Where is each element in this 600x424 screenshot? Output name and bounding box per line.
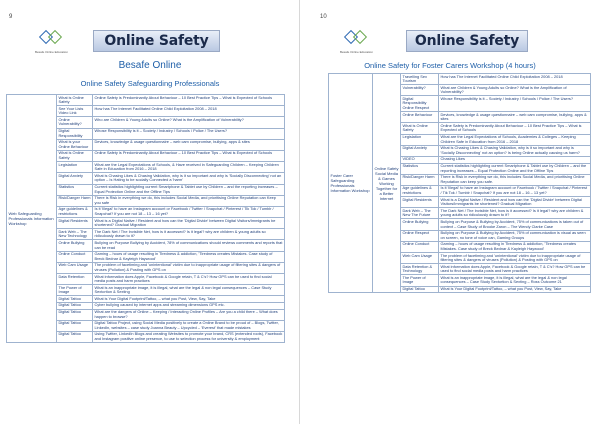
description-cell: Bullying on Purpose & Bullying by Accident, 75% of communication is visual as seen on screen, no tone of voice can, Gaming Groups — [439, 230, 591, 241]
topic-cell: Age guidelines & restrictions — [401, 185, 439, 196]
topic-cell: Online Conduct — [401, 241, 439, 252]
topic-cell: Statistics — [57, 184, 93, 195]
description-cell: How has The Internet Facilitated Online Child Exploitation 2008 – 2018 — [93, 106, 285, 117]
logo-caption: Besafe Online Education — [340, 50, 374, 54]
logo-icon — [340, 30, 370, 48]
topic-cell: Digital Tattoo — [57, 302, 93, 309]
topic-cell: What is Online Safety — [57, 150, 93, 161]
topic-cell: The Power of Image — [57, 285, 93, 296]
description-cell: The problem of facetiming and 'unintentional' victim due to inappropriate usage of filtering sites & dangers of viruses (Pollution) & Posting with GPS on — [439, 253, 591, 264]
description-cell: Whose Responsibility is it – Society / Industry / Schools / Police / The Users? — [439, 96, 591, 112]
table-row — [329, 74, 591, 85]
logo — [35, 30, 67, 52]
inner-section-label: Online Safety Social Media & Games Working Together for a Better Internet — [373, 74, 401, 293]
topic-cell: Online Conduct — [57, 251, 93, 262]
topic-cell: Online Respect — [401, 230, 439, 241]
description-cell: Gaming – hours of usage resulting in Tiredness & addiction, 'Tiredness creates Mistakes. Case study of Breck Bednar & Kayleigh Haywood' — [93, 251, 285, 262]
description-cell: Current statistics highlighting current Smartphone & Tablet use by Children – and the reporting increases – Equal Protection Online and the Offline Tips — [439, 163, 591, 174]
description-cell: There is Risk in everything we do, this includes Social Media, and prioritising Online Reputation can keep you safe. — [439, 174, 591, 185]
description-cell: Gaming – hours of usage resulting in Tiredness & addiction, 'Tiredness creates Mistakes. Case study of Breck Bednar & Kayleigh Haywood' — [439, 241, 591, 252]
topic-cell: Data Retention & Technology — [401, 264, 439, 275]
topic-cell: VIDEO — [401, 156, 439, 163]
topic-cell: Web Cam Usage — [57, 262, 93, 273]
topic-cell: Risk/Danger Harm — [401, 174, 439, 185]
topic-cell: Digital Tattoo — [57, 331, 93, 342]
description-cell: There is Risk in everything we do, this includes Social Media, and prioritising Online Reputation can Keep you safe — [93, 195, 285, 206]
description-cell: What is a Digital Native / Resident and how can the 'Digital Divide' between Digital Visitors/Immigrants be shortened? Gradual Migration — [93, 218, 285, 229]
description-cell: Whose Responsibility is it – Society / Industry / Schools / Police / The Users? — [93, 128, 285, 139]
description-cell: Is it 'illegal' to have an Instagram account or Facebook / Twitter / Snapchat / Pinterest / Tik Tok / Tumblr / Snapchat? If you are not 18 – 13 – 16 yet? — [93, 206, 285, 217]
topic-cell: Online Bullying — [57, 240, 93, 251]
description-cell: How has The Internet Facilitated Online Child Exploitation 2008 – 2018 — [439, 74, 591, 85]
description-cell: Is it 'illegal' to have an Instagram account or Facebook / Twitter / Snapchat / Pinterest / Tik Tok / Tumblr / Snapchat? If you are not 18 – 16 – 13 yet? — [439, 185, 591, 196]
workshop-table — [328, 73, 591, 293]
topic-cell: Digital Tattoo — [57, 296, 93, 303]
topic-cell: Digital Anxiety — [401, 145, 439, 156]
description-cell: What is Your Digital Footprint/Tattoo, – what you Post, View, Say, Take — [439, 286, 591, 293]
description-cell: Devices, knowledge & usage questionnaire – web cam compromise, bullying, apps & sites — [93, 139, 285, 150]
topic-cell: Digital Tattoo — [57, 309, 93, 320]
topic-cell: Online Vulnerability? — [57, 117, 93, 128]
description-cell: What information does Apple, Facebook & Google retain, T & C's? How GPS can be used to find social media posts and harm practices — [93, 274, 285, 285]
description-cell: What is a Digital Native / Resident and how can the 'Digital Divide' between Digital Visitors/Immigrants be shortened? Gradual Migration — [439, 197, 591, 208]
page-number: 9 — [9, 14, 13, 20]
topic-cell: Statistics — [401, 163, 439, 174]
description-cell: What are the Legal Expectations of Schools, Academies & Colleges – Keeping Children Safe in Education from 2016 – 2018 — [439, 134, 591, 145]
topic-cell: Age guidelines & restrictions — [57, 206, 93, 217]
topic-cell: Legislation — [401, 134, 439, 145]
online-safety-banner — [406, 30, 528, 52]
description-cell: Using Twitter, LinkedIn Blogs and creating Websites to promote your brand, CRS (extended roots), Facebook and Instagram positive online presence, to use to selection process for university & employment — [93, 331, 285, 342]
description-cell: What are Children & Young Adults so Online? What is the Amplification of Vulnerability? — [439, 85, 591, 96]
topic-cell: Digital Tattoo — [401, 286, 439, 293]
description-cell: What is Chasing Likes & Chasing Validation, why is it so important and why is 'Socially Disconnecting' not an option? Is being Online actually causing us harm? — [439, 145, 591, 156]
description-cell: The Dark Net / The Invisible Net, how is it accessed? Is it legal? why are children & young adults so ridiculously drawn to it? — [439, 208, 591, 219]
topic-cell: Digital Responsibility Online Respect — [401, 96, 439, 112]
logo — [340, 30, 372, 52]
topic-cell: Digital Responsibility — [57, 128, 93, 139]
description-cell: Cyber bullying caused by internet apps and streaming dimensions GPS etc. — [93, 302, 285, 309]
description-cell: What is an inappropriate image, it is illegal, what are the legal & non legal consequences – Case Study Sextortion & Sexting — [93, 285, 285, 296]
logo-caption: Besafe Online Education — [35, 50, 69, 54]
description-cell: The Dark Net / The Invisible Net, how is it accessed? Is it legal? why are children & young adults so ridiculously drawn to it? — [93, 229, 285, 240]
topic-cell: Web Cam Usage — [401, 253, 439, 264]
topic-cell: Data Retention — [57, 274, 93, 285]
description-cell: Digital Tattoo Project, using Social Media positively to create a Online Brand to be proud of – Blogs, Twitter, LinkedIn, websites – case study Joanna Beauty – Upcycled – 'Everest' that made mistakes — [93, 320, 285, 331]
topic-cell: Digital Residents — [401, 197, 439, 208]
topic-cell: Vulnerability? — [401, 85, 439, 96]
description-cell: Online Safety is Predominantly About Behaviour – 10 Best Practice Tips – What is Expected of Schools — [93, 95, 285, 106]
description-cell: Devices, knowledge & usage questionnaire – web cam compromise, bullying, apps & sites — [439, 112, 591, 123]
page-number: 10 — [320, 14, 327, 20]
description-cell: What are the Legal Expectations of Schools, & Have received in Safeguarding Children – Keeping Children Safe in Education from 2016 – 2018 — [93, 162, 285, 173]
topic-cell: Risk/Danger Harm — [57, 195, 93, 206]
topic-cell: What is Online Safety — [57, 95, 93, 106]
topic-cell: The Power of Image — [401, 275, 439, 286]
topic-cell: What is your Online Behaviour — [57, 139, 93, 150]
topic-cell: See Your Lists Video Link — [57, 106, 93, 117]
description-cell: Chasing Likes — [439, 156, 591, 163]
right-page — [300, 0, 600, 424]
topic-cell: Online Behaviour — [401, 112, 439, 123]
description-cell: The problem of facetiming and 'unintentional' victim due to inappropriate usage of filtering sites & dangers of viruses (Pollution) & Posting with GPS on — [93, 262, 285, 273]
section-label: Web Safeguarding Professionals Information Workshop — [7, 95, 57, 343]
description-cell: What is an inappropriate image, it is illegal, what are the legal & non legal consequences – Case Study Sextortion & Sexting – Ross Outcome 21 — [439, 275, 591, 286]
topic-cell: Legislation — [57, 162, 93, 173]
outer-section-label: Foster Carer Safeguarding Professionals Information Workshop — [329, 74, 373, 293]
banner-text: Online Safety — [104, 33, 209, 49]
logo-icon — [35, 30, 65, 48]
page-title: Besafe Online — [118, 60, 182, 71]
topic-cell: Online Bullying — [401, 219, 439, 230]
table-row — [7, 95, 285, 106]
topic-cell: Digital Tattoo — [57, 320, 93, 331]
banner-text: Online Safety — [414, 33, 520, 49]
description-cell: Who are Children & Young Adults so Online? What is the Amplification of Vulnerability? — [93, 117, 285, 128]
topic-cell: Dark Web – The New Technology — [57, 229, 93, 240]
page-subtitle: Online Safety for Foster Carers Workshop (4 hours) — [364, 61, 536, 70]
description-cell: Online Safety is Predominantly About Behaviour – 10 Best Practice Tips – What is Expected of Schools — [93, 150, 285, 161]
topic-cell: What is Online Safety — [401, 123, 439, 134]
description-cell: What is Chasing Likes & Chasing Validation, why is it so important and why is 'Socially Disconnecting' not an option – Is Hating to be socially Connected a 'harm' — [93, 173, 285, 184]
topic-cell: Digital Residents — [57, 218, 93, 229]
description-cell: What are the dangers of Online – Keeping / Interacting Online Profiles – Are you a child there – What does happen to browse? — [93, 309, 285, 320]
online-safety-banner — [93, 30, 220, 52]
topic-cell: Digital Anxiety — [57, 173, 93, 184]
description-cell: Current statistics highlighting current Smartphone & Tablet use by Children – and the reporting increases – Equal Protection Online and the Offline Tips — [93, 184, 285, 195]
topic-cell: Travelling Sex Tourism — [401, 74, 439, 85]
description-cell: Online Safety is Predominantly About Behaviour – 10 Best Practice Tips – What is Expected of Schools — [439, 123, 591, 134]
page-subtitle: Online Safety Safeguarding Professionals — [80, 79, 220, 88]
description-cell: What information does Apple, Facebook & Google retain, T & C's? How GPS can be used to find social media posts and harm practices — [439, 264, 591, 275]
description-cell: Bullying on Purpose Bullying by Accident, 78% of communications should reviews comments and reports that can be read — [93, 240, 285, 251]
workshop-table — [6, 94, 285, 343]
description-cell: What is Your Digital Footprint/Tattoo, – what you Post, View, Say, Take — [93, 296, 285, 303]
topic-cell: Dark Web – The New The Future — [401, 208, 439, 219]
description-cell: Bullying on Purpose & Bullying by Accident, 75% of communications is taken out of context – Case Study of Brooke Zaron – The Wendy Clarke Case — [439, 219, 591, 230]
